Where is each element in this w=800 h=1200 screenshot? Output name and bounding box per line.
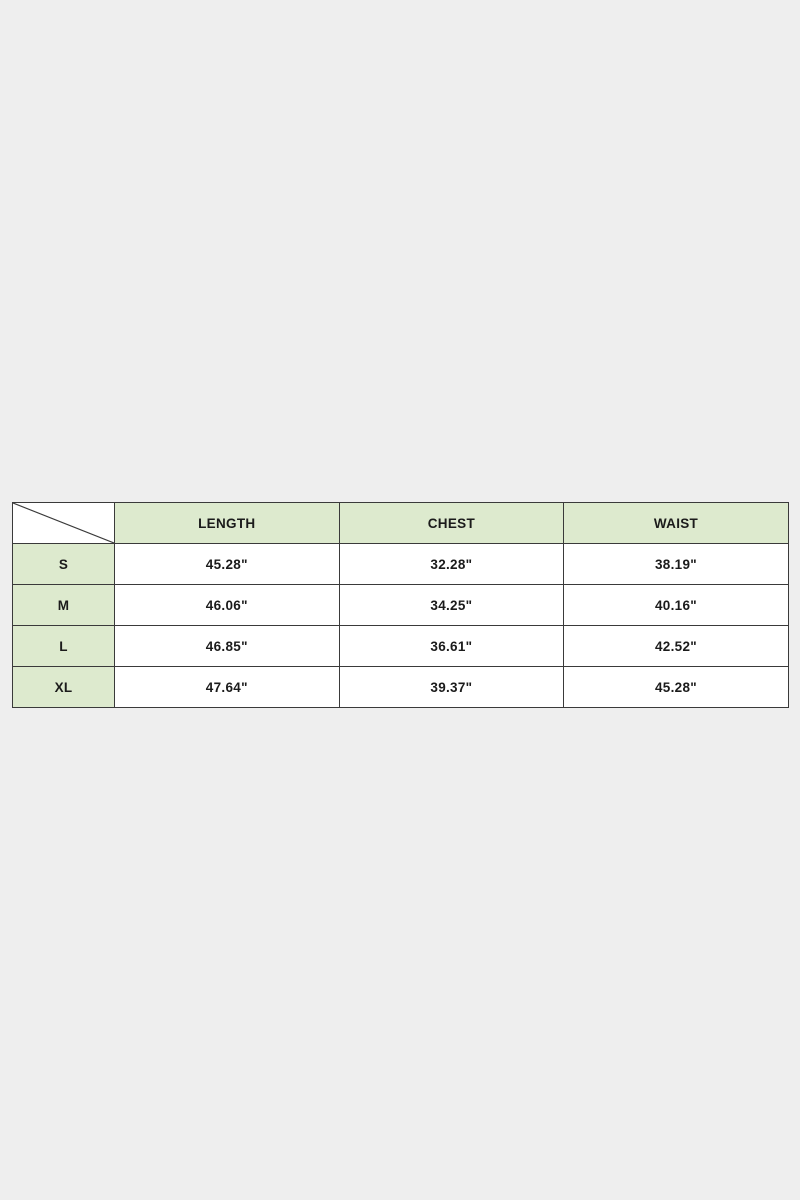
column-header-chest: CHEST [339,503,564,544]
diagonal-line-icon [13,503,114,543]
corner-diagonal-cell [13,503,115,544]
cell-l-waist: 42.52" [564,626,789,667]
cell-m-length: 46.06" [115,585,340,626]
cell-l-chest: 36.61" [339,626,564,667]
size-chart-container [12,502,788,708]
table-row [13,544,789,585]
cell-xl-chest: 39.37" [339,667,564,708]
cell-m-waist: 40.16" [564,585,789,626]
column-header-length: LENGTH [115,503,340,544]
cell-xl-waist: 45.28" [564,667,789,708]
table-header-row [13,503,789,544]
cell-l-length: 46.85" [115,626,340,667]
size-label-xl: XL [13,667,115,708]
size-label-l: L [13,626,115,667]
table-row [13,626,789,667]
size-label-s: S [13,544,115,585]
cell-s-waist: 38.19" [564,544,789,585]
cell-m-chest: 34.25" [339,585,564,626]
cell-s-chest: 32.28" [339,544,564,585]
cell-xl-length: 47.64" [115,667,340,708]
table-row [13,585,789,626]
cell-s-length: 45.28" [115,544,340,585]
size-chart-table [12,502,789,708]
table-row [13,667,789,708]
column-header-waist: WAIST [564,503,789,544]
size-label-m: M [13,585,115,626]
